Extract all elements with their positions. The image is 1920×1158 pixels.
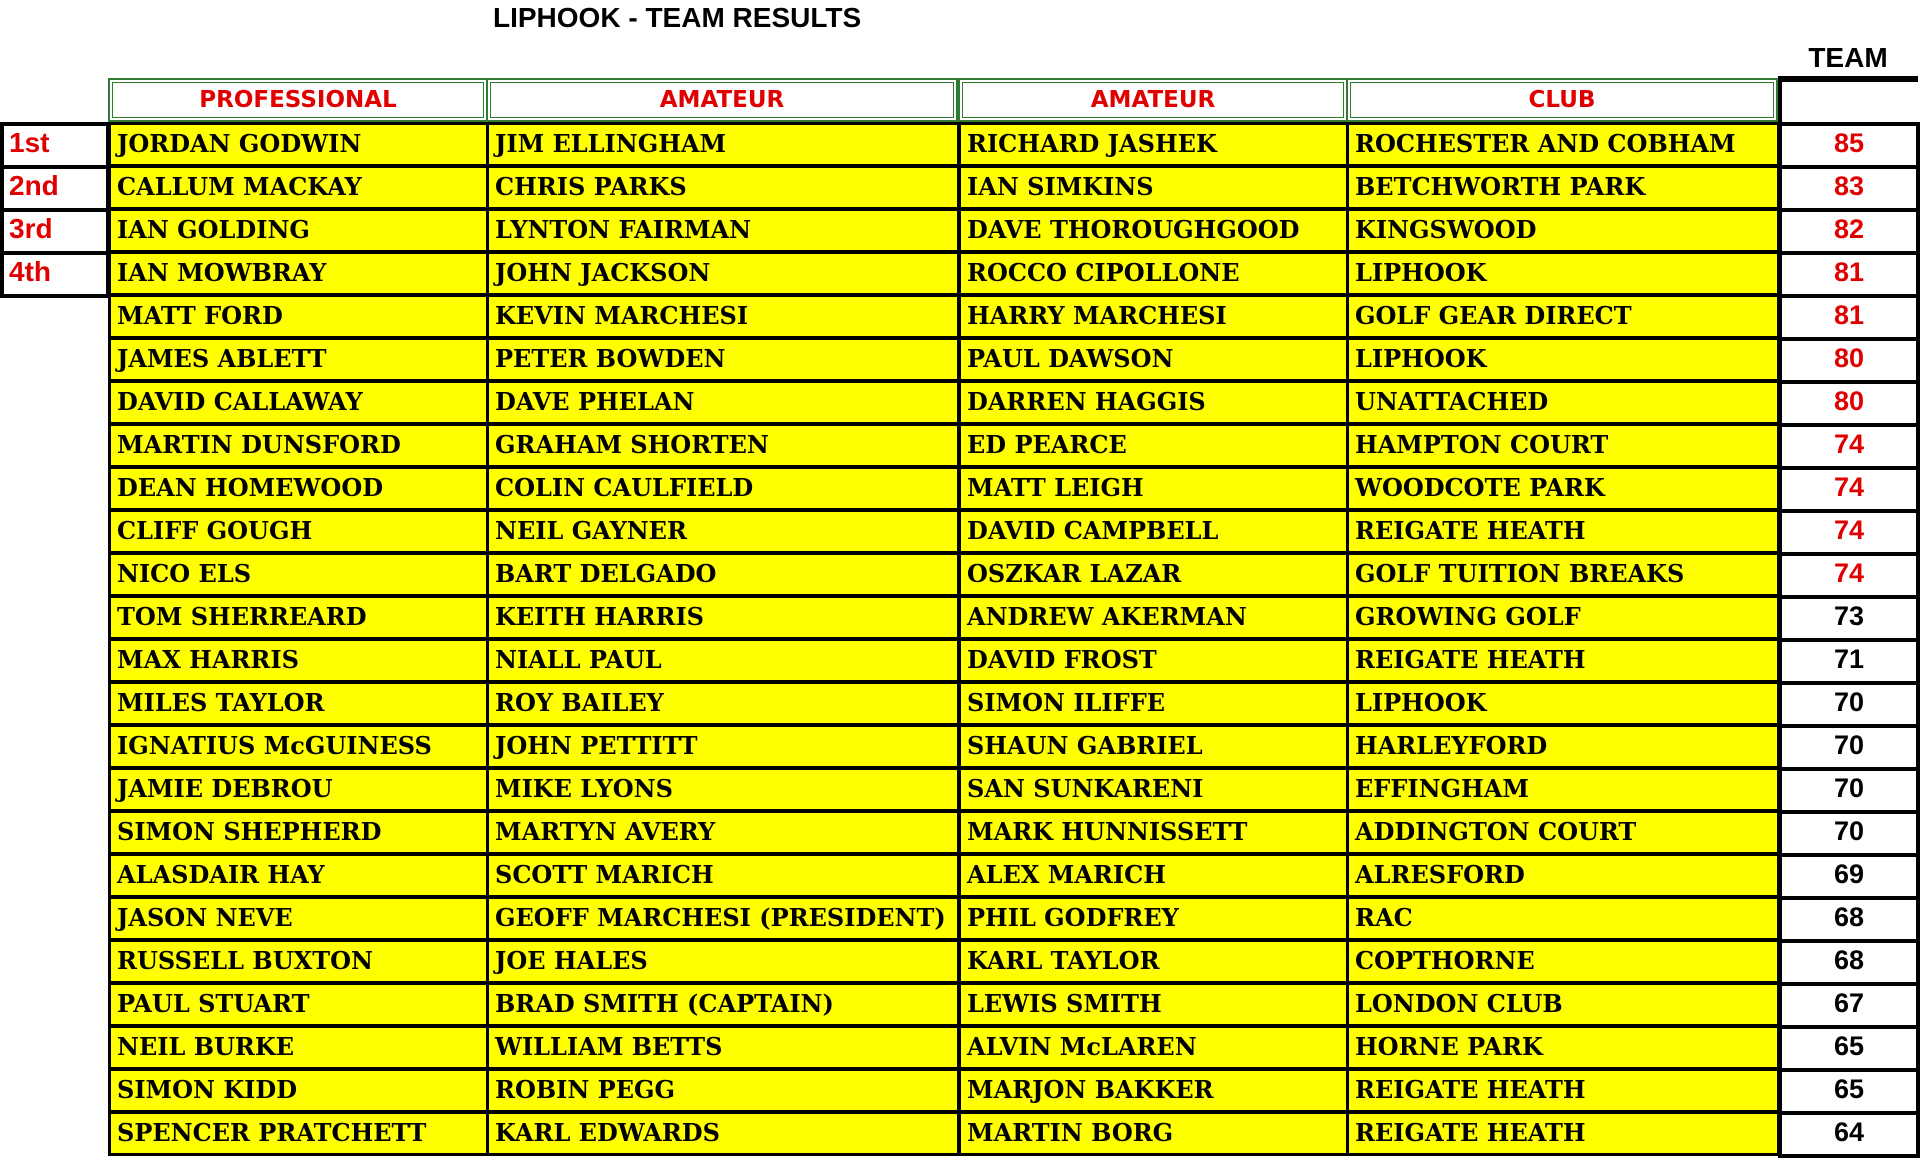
cell-club: ALRESFORD [1346,853,1780,898]
header-amateur-1-label: AMATEUR [490,82,954,118]
cell-club: REIGATE HEATH [1346,509,1780,554]
team-score: 85 [1778,122,1920,169]
team-score: 80 [1778,337,1920,384]
cell-amateur-2: DARREN HAGGIS [958,380,1350,425]
cell-amateur-2: MATT LEIGH [958,466,1350,511]
cell-club: HARLEYFORD [1346,724,1780,769]
cell-club: ROCHESTER AND COBHAM [1346,122,1780,167]
cell-professional: DAVID CALLAWAY [108,380,490,425]
cell-amateur-2: ED PEARCE [958,423,1350,468]
header-amateur-2-label: AMATEUR [962,82,1344,118]
cell-amateur-1: JOHN PETTITT [486,724,960,769]
cell-club: GOLF TUITION BREAKS [1346,552,1780,597]
cell-professional: CALLUM MACKAY [108,165,490,210]
cell-amateur-1: CHRIS PARKS [486,165,960,210]
team-score: 68 [1778,939,1920,986]
team-score: 71 [1778,638,1920,685]
cell-club: HORNE PARK [1346,1025,1780,1070]
cell-amateur-1: NEIL GAYNER [486,509,960,554]
cell-professional: IAN MOWBRAY [108,251,490,296]
team-score: 81 [1778,294,1920,341]
team-score: 67 [1778,982,1920,1029]
team-score: 80 [1778,380,1920,427]
cell-amateur-2: IAN SIMKINS [958,165,1350,210]
cell-amateur-2: MARK HUNNISSETT [958,810,1350,855]
cell-club: COPTHORNE [1346,939,1780,984]
team-score: 82 [1778,208,1920,255]
cell-club: LIPHOOK [1346,337,1780,382]
cell-amateur-2: OSZKAR LAZAR [958,552,1350,597]
team-score: 68 [1778,896,1920,943]
cell-amateur-2: SHAUN GABRIEL [958,724,1350,769]
cell-club: UNATTACHED [1346,380,1780,425]
cell-amateur-1: PETER BOWDEN [486,337,960,382]
cell-amateur-1: COLIN CAULFIELD [486,466,960,511]
cell-amateur-2: ANDREW AKERMAN [958,595,1350,640]
cell-amateur-1: LYNTON FAIRMAN [486,208,960,253]
cell-club: ADDINGTON COURT [1346,810,1780,855]
cell-amateur-1: GEOFF MARCHESI (PRESIDENT) [486,896,960,941]
cell-amateur-2: DAVID FROST [958,638,1350,683]
cell-amateur-1: KARL EDWARDS [486,1111,960,1156]
cell-amateur-1: DAVE PHELAN [486,380,960,425]
team-score: 70 [1778,767,1920,814]
team-score: 83 [1778,165,1920,212]
placing-label: 4th [0,251,110,298]
team-score: 81 [1778,251,1920,298]
cell-professional: JAMIE DEBROU [108,767,490,812]
cell-amateur-2: ROCCO CIPOLLONE [958,251,1350,296]
cell-amateur-1: BRAD SMITH (CAPTAIN) [486,982,960,1027]
header-club-label: CLUB [1350,82,1774,118]
cell-amateur-1: MARTYN AVERY [486,810,960,855]
cell-amateur-2: SAN SUNKARENI [958,767,1350,812]
cell-professional: SIMON KIDD [108,1068,490,1113]
team-score: 69 [1778,853,1920,900]
cell-amateur-1: ROY BAILEY [486,681,960,726]
cell-professional: RUSSELL BUXTON [108,939,490,984]
cell-amateur-2: LEWIS SMITH [958,982,1350,1027]
cell-amateur-2: MARJON BAKKER [958,1068,1350,1113]
cell-club: GROWING GOLF [1346,595,1780,640]
header-professional-label: PROFESSIONAL [112,82,484,118]
cell-amateur-2: SIMON ILIFFE [958,681,1350,726]
cell-professional: ALASDAIR HAY [108,853,490,898]
cell-amateur-1: KEVIN MARCHESI [486,294,960,339]
cell-professional: DEAN HOMEWOOD [108,466,490,511]
cell-professional: CLIFF GOUGH [108,509,490,554]
cell-amateur-1: ROBIN PEGG [486,1068,960,1113]
cell-professional: NEIL BURKE [108,1025,490,1070]
placing-label: 2nd [0,165,110,212]
cell-club: REIGATE HEATH [1346,1068,1780,1113]
cell-amateur-2: PHIL GODFREY [958,896,1350,941]
page-title: LIPHOOK - TEAM RESULTS [493,2,862,33]
cell-amateur-2: ALVIN McLAREN [958,1025,1350,1070]
team-score: 70 [1778,724,1920,771]
cell-amateur-1: NIALL PAUL [486,638,960,683]
cell-professional: IGNATIUS McGUINESS [108,724,490,769]
team-score: 64 [1778,1111,1920,1158]
cell-amateur-2: MARTIN BORG [958,1111,1350,1156]
cell-club: GOLF GEAR DIRECT [1346,294,1780,339]
cell-amateur-2: PAUL DAWSON [958,337,1350,382]
cell-amateur-2: RICHARD JASHEK [958,122,1350,167]
cell-club: WOODCOTE PARK [1346,466,1780,511]
team-score: 74 [1778,423,1920,470]
cell-professional: MILES TAYLOR [108,681,490,726]
placing-label: 1st [0,122,110,169]
cell-amateur-1: JIM ELLINGHAM [486,122,960,167]
cell-amateur-1: SCOTT MARICH [486,853,960,898]
cell-amateur-2: KARL TAYLOR [958,939,1350,984]
cell-amateur-2: DAVE THOROUGHGOOD [958,208,1350,253]
cell-club: LIPHOOK [1346,251,1780,296]
team-score: 74 [1778,552,1920,599]
cell-club: HAMPTON COURT [1346,423,1780,468]
cell-club: BETCHWORTH PARK [1346,165,1780,210]
cell-professional: TOM SHERREARD [108,595,490,640]
cell-professional: MAX HARRIS [108,638,490,683]
cell-club: RAC [1346,896,1780,941]
cell-professional: SPENCER PRATCHETT [108,1111,490,1156]
team-score: 74 [1778,466,1920,513]
cell-club: LIPHOOK [1346,681,1780,726]
team-score: 74 [1778,509,1920,556]
header-club [1346,78,1778,122]
cell-amateur-2: HARRY MARCHESI [958,294,1350,339]
cell-amateur-2: ALEX MARICH [958,853,1350,898]
cell-professional: MARTIN DUNSFORD [108,423,490,468]
header-team-cell [1778,76,1918,122]
cell-professional: SIMON SHEPHERD [108,810,490,855]
cell-professional: PAUL STUART [108,982,490,1027]
cell-professional: JASON NEVE [108,896,490,941]
cell-amateur-1: MIKE LYONS [486,767,960,812]
cell-amateur-1: WILLIAM BETTS [486,1025,960,1070]
cell-club: REIGATE HEATH [1346,1111,1780,1156]
cell-amateur-1: JOHN JACKSON [486,251,960,296]
cell-amateur-1: GRAHAM SHORTEN [486,423,960,468]
team-column-label: TEAM [1808,42,1888,73]
cell-amateur-1: JOE HALES [486,939,960,984]
cell-amateur-2: DAVID CAMPBELL [958,509,1350,554]
cell-professional: JAMES ABLETT [108,337,490,382]
cell-professional: JORDAN GODWIN [108,122,490,167]
cell-amateur-1: BART DELGADO [486,552,960,597]
cell-professional: NICO ELS [108,552,490,597]
cell-club: EFFINGHAM [1346,767,1780,812]
cell-club: LONDON CLUB [1346,982,1780,1027]
team-score: 70 [1778,810,1920,857]
team-score: 65 [1778,1068,1920,1115]
team-score: 70 [1778,681,1920,728]
cell-club: REIGATE HEATH [1346,638,1780,683]
cell-amateur-1: KEITH HARRIS [486,595,960,640]
cell-professional: MATT FORD [108,294,490,339]
header-amateur-2 [958,78,1348,122]
team-score: 65 [1778,1025,1920,1072]
cell-professional: IAN GOLDING [108,208,490,253]
placing-label: 3rd [0,208,110,255]
cell-club: KINGSWOOD [1346,208,1780,253]
header-amateur-1 [486,78,958,122]
team-score: 73 [1778,595,1920,642]
header-professional [108,78,488,122]
